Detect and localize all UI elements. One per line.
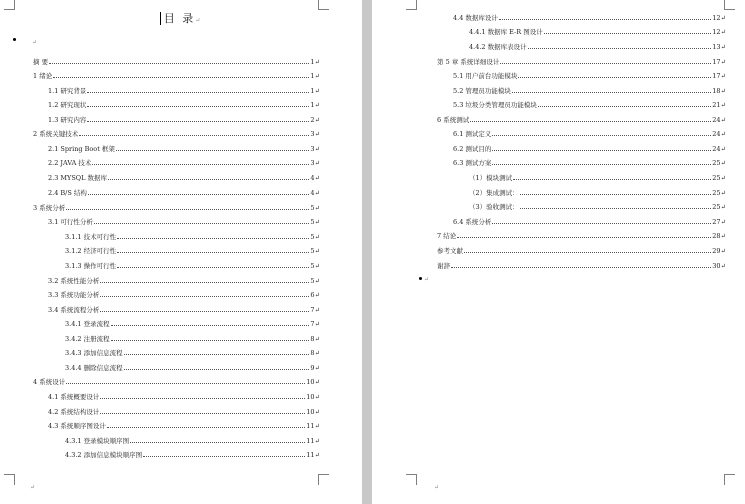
paragraph-mark: ↵ [195, 17, 203, 24]
toc-entry-label: 1.3 研究内容 [48, 116, 87, 124]
toc-leader-dots [457, 237, 711, 238]
toc-entry-label: 4.4.2 数据库表设计 [469, 43, 527, 51]
toc-entry-page: 25↵ [712, 159, 726, 167]
toc-entry[interactable] [33, 68, 320, 80]
toc-entry-page: 7↵ [310, 320, 320, 328]
toc-entry-label: 4.4.1 数据库 E-R 图设计 [469, 28, 543, 36]
toc-entry-page: 29↵ [712, 247, 726, 255]
toc-entry-label: 2 系统关键技术 [33, 130, 79, 138]
toc-entry[interactable] [453, 126, 726, 138]
toc-leader-dots [116, 150, 310, 151]
toc-entry[interactable] [48, 112, 320, 124]
toc-entry-label: 2.3 MYSQL 数据库 [48, 174, 108, 182]
toc-entry-page: 6↵ [310, 291, 320, 299]
toc-leader-dots [92, 164, 309, 165]
toc-leader-dots [464, 252, 711, 253]
toc-entry-label: 1.1 研究背景 [48, 87, 87, 95]
toc-entry-label: 3.1.1 技术可行性 [65, 233, 117, 241]
toc-leader-dots [87, 106, 309, 107]
toc-entry-label: 5.2 管理员功能模块 [453, 87, 511, 95]
toc-entry-label: 3.1 可行性分析 [48, 218, 93, 226]
toc-leader-dots [520, 208, 712, 209]
toc-entry-label: 6 系统测试 [437, 116, 470, 124]
toc-entry-page: 3↵ [310, 130, 320, 138]
toc-entry-label: 1.2 研究现状 [48, 101, 87, 109]
toc-leader-dots [117, 267, 309, 268]
toc-leader-dots [100, 282, 309, 283]
toc-entry-page: 5↵ [310, 218, 320, 226]
toc-entry[interactable] [48, 141, 320, 153]
toc-entry-label: 4.4 数据库设计 [453, 14, 498, 22]
toc-entry[interactable] [65, 229, 320, 241]
toc-leader-dots [130, 442, 305, 443]
toc-entry-label: 2.4 B/S 结构 [48, 189, 87, 197]
toc-entry-label: 6.2 测试目的 [453, 145, 492, 153]
toc-leader-dots [492, 150, 711, 151]
toc-entry[interactable] [453, 141, 726, 153]
toc-entry-page: 17↵ [712, 58, 726, 66]
toc-entry[interactable] [453, 214, 726, 226]
toc-entry[interactable] [48, 302, 320, 314]
toc-entry-label: 4.1 系统概要设计 [48, 393, 100, 401]
toc-entry-label: 5.3 垃圾分类管理员功能模块 [453, 101, 537, 109]
toc-entry[interactable] [48, 97, 320, 109]
toc-entry[interactable] [453, 68, 726, 80]
toc-entry-page: 11↵ [306, 437, 320, 445]
toc-entry-page: 25↵ [712, 203, 726, 211]
toc-entry[interactable] [469, 39, 726, 51]
toc-entry-page: 1↵ [310, 87, 320, 95]
toc-entry[interactable] [437, 228, 726, 240]
toc-entry-label: 3.1.3 操作可行性 [65, 262, 117, 270]
toc-entry-page: 12↵ [712, 28, 726, 36]
toc-entry[interactable] [65, 345, 320, 357]
toc-entry-page: 21↵ [712, 101, 726, 109]
toc-entry-page: 24↵ [712, 145, 726, 153]
paragraph-bullet [419, 277, 422, 280]
toc-leader-dots [49, 63, 309, 64]
toc-entry[interactable] [33, 374, 320, 386]
crop-mark [406, 0, 417, 10]
toc-leader-dots [492, 223, 711, 224]
paragraph-mark: ↵ [32, 39, 38, 46]
toc-entry-label: 3.4 系统流程分析 [48, 306, 100, 314]
toc-leader-dots [124, 369, 310, 370]
toc-entry-page: 10↵ [306, 378, 320, 386]
toc-entry-label: 3.2 系统性能分析 [48, 277, 100, 285]
toc-entry-page: 8↵ [310, 349, 320, 357]
toc-entry-page: 5↵ [310, 204, 320, 212]
toc-entry[interactable] [453, 97, 726, 109]
toc-entry[interactable] [453, 155, 726, 167]
toc-entry-page: 8↵ [310, 335, 320, 343]
toc-entry-page: 10↵ [306, 408, 320, 416]
toc-entry[interactable] [65, 447, 320, 459]
toc-entry-page: 12↵ [712, 14, 726, 22]
toc-entry-label: 谢辞 [437, 262, 450, 270]
toc-entry[interactable] [437, 243, 726, 255]
toc-entry-label: 7 结论 [437, 232, 457, 240]
toc-entry-page: 27↵ [712, 218, 726, 226]
crop-mark [724, 0, 735, 10]
toc-entry-label: 2.2 JAVA 技术 [48, 159, 92, 167]
toc-leader-dots [143, 456, 305, 457]
toc-entry-label: 3.4.3 添加信息流程 [65, 349, 123, 357]
page-title-text: 目 录 [160, 12, 196, 25]
toc-entry-page: 5↵ [310, 247, 320, 255]
toc-entry-label: （2）集成测试： [469, 189, 519, 197]
toc-entry-page: 24↵ [712, 116, 726, 124]
toc-entry[interactable] [33, 126, 320, 138]
toc-entry[interactable] [453, 83, 726, 95]
crop-mark [318, 0, 329, 10]
toc-entry[interactable] [437, 258, 726, 270]
toc-entry[interactable] [453, 10, 726, 22]
toc-entry-page: 17↵ [712, 72, 726, 80]
toc-entry[interactable] [65, 243, 320, 255]
toc-entry-page: 3↵ [310, 145, 320, 153]
toc-leader-dots [117, 238, 309, 239]
toc-entry-page: 13↵ [712, 43, 726, 51]
toc-entry-page: 1↵ [310, 58, 320, 66]
toc-leader-dots [79, 135, 309, 136]
toc-entry-page: 3↵ [310, 159, 320, 167]
toc-entry-page: 30↵ [712, 262, 726, 270]
toc-leader-dots [53, 77, 309, 78]
toc-leader-dots [100, 296, 309, 297]
toc-entry-label: 4.3 系统顺序图设计 [48, 422, 106, 430]
toc-entry[interactable] [469, 170, 726, 182]
toc-entry-label: 4.3.1 登录模块顺序图 [65, 437, 130, 445]
crop-mark [724, 474, 735, 485]
toc-entry-page: 11↵ [306, 422, 320, 430]
toc-entry[interactable] [48, 214, 320, 226]
toc-entry-page: 9↵ [310, 364, 320, 372]
toc-entry-page: 1↵ [310, 72, 320, 80]
toc-entry-label: 2.1 Spring Boot 框架 [48, 145, 115, 153]
toc-leader-dots [528, 48, 712, 49]
toc-entry-label: 3.4.2 注册流程 [65, 335, 110, 343]
paragraph-mark: ↵ [424, 276, 430, 283]
paragraph-mark: ↵ [434, 484, 440, 491]
toc-leader-dots [94, 223, 310, 224]
toc-leader-dots [107, 427, 305, 428]
toc-leader-dots [500, 63, 711, 64]
toc-leader-dots [518, 77, 711, 78]
toc-entry[interactable] [48, 170, 320, 182]
toc-entry-page: 5↵ [310, 277, 320, 285]
toc-entry[interactable] [48, 185, 320, 197]
toc-entry-page: 1↵ [310, 101, 320, 109]
toc-entry[interactable] [469, 199, 726, 211]
toc-entry[interactable] [65, 331, 320, 343]
toc-entry-page: 25↵ [712, 189, 726, 197]
toc-leader-dots [66, 209, 309, 210]
toc-entry-label: 4 系统设计 [33, 378, 66, 386]
toc-entry-label: 3.4.1 登录流程 [65, 320, 110, 328]
toc-entry[interactable] [48, 404, 320, 416]
page-title [0, 10, 362, 26]
toc-entry-page: 4↵ [310, 189, 320, 197]
toc-entry[interactable] [48, 389, 320, 401]
toc-page-left [0, 0, 362, 504]
toc-entry-page: 25↵ [712, 174, 726, 182]
toc-entry[interactable] [65, 316, 320, 328]
toc-leader-dots [520, 194, 712, 195]
toc-leader-dots [544, 33, 712, 34]
toc-entry-page: 10↵ [306, 393, 320, 401]
paragraph-bullet [13, 38, 16, 41]
toc-leader-dots [512, 92, 711, 93]
toc-entry-label: （1）模块测试 [469, 174, 513, 182]
toc-entry-label: （3）验收测试： [469, 203, 519, 211]
crop-mark [4, 0, 15, 10]
toc-leader-dots [499, 19, 711, 20]
toc-entry-page: 5↵ [310, 262, 320, 270]
toc-entry-label: 6.3 测试方案 [453, 159, 492, 167]
crop-mark [318, 474, 329, 485]
toc-entry[interactable] [33, 200, 320, 212]
crop-mark [4, 474, 15, 485]
toc-entry[interactable] [48, 287, 320, 299]
toc-entry-label: 6.1 测试定义 [453, 130, 492, 138]
toc-leader-dots [117, 252, 309, 253]
toc-leader-dots [451, 267, 711, 268]
toc-leader-dots [108, 179, 309, 180]
toc-leader-dots [87, 92, 309, 93]
toc-entry[interactable] [65, 433, 320, 445]
toc-entry[interactable] [65, 360, 320, 372]
toc-leader-dots [538, 106, 711, 107]
toc-leader-dots [111, 340, 310, 341]
toc-entry-label: 3.1.2 经济可行性 [65, 247, 117, 255]
toc-entry-page: 4↵ [310, 174, 320, 182]
crop-mark [406, 474, 417, 485]
toc-entry-page: 11↵ [306, 451, 320, 459]
toc-leader-dots [124, 354, 310, 355]
toc-leader-dots [100, 413, 305, 414]
toc-leader-dots [88, 194, 310, 195]
toc-entry-label: 1 绪论 [33, 72, 53, 80]
paragraph-mark: ↵ [30, 484, 36, 491]
toc-leader-dots [100, 311, 309, 312]
toc-leader-dots [111, 325, 310, 326]
toc-entry-page: 28↵ [712, 232, 726, 240]
toc-entry[interactable] [33, 54, 320, 66]
toc-leader-dots [492, 135, 711, 136]
toc-entry[interactable] [48, 83, 320, 95]
toc-entry-page: 7↵ [310, 306, 320, 314]
toc-entry[interactable] [437, 112, 726, 124]
toc-entry-label: 第 5 章 系统详细设计 [437, 58, 500, 66]
toc-entry[interactable] [65, 258, 320, 270]
toc-entry-page: 2↵ [310, 116, 320, 124]
toc-entry-page: 24↵ [712, 130, 726, 138]
toc-entry[interactable] [437, 54, 726, 66]
toc-entry[interactable] [469, 24, 726, 36]
toc-entry-label: 5.1 用户前台功能模块 [453, 72, 518, 80]
toc-leader-dots [66, 383, 305, 384]
toc-page-right [372, 0, 745, 504]
toc-entry-label: 6.4 系统分析 [453, 218, 492, 226]
toc-entry-label: 3 系统分析 [33, 204, 66, 212]
toc-entry-label: 摘 要 [33, 58, 49, 66]
toc-entry-label: 4.2 系统结构设计 [48, 408, 100, 416]
toc-entry-label: 3.3 系统功能分析 [48, 291, 100, 299]
toc-leader-dots [470, 121, 711, 122]
toc-entry[interactable] [469, 185, 726, 197]
toc-entry[interactable] [48, 155, 320, 167]
toc-leader-dots [100, 398, 305, 399]
page-gutter [362, 0, 372, 504]
toc-leader-dots [87, 121, 309, 122]
toc-entry[interactable] [48, 418, 320, 430]
toc-entry-label: 4.3.2 添加信息模块顺序图 [65, 451, 143, 459]
toc-entry-page: 5↵ [310, 233, 320, 241]
toc-entry-page: 18↵ [712, 87, 726, 95]
toc-leader-dots [513, 179, 711, 180]
toc-entry-label: 3.4.4 删除信息流程 [65, 364, 123, 372]
toc-leader-dots [492, 164, 711, 165]
toc-entry[interactable] [48, 273, 320, 285]
toc-entry-label: 参考文献 [437, 247, 463, 255]
